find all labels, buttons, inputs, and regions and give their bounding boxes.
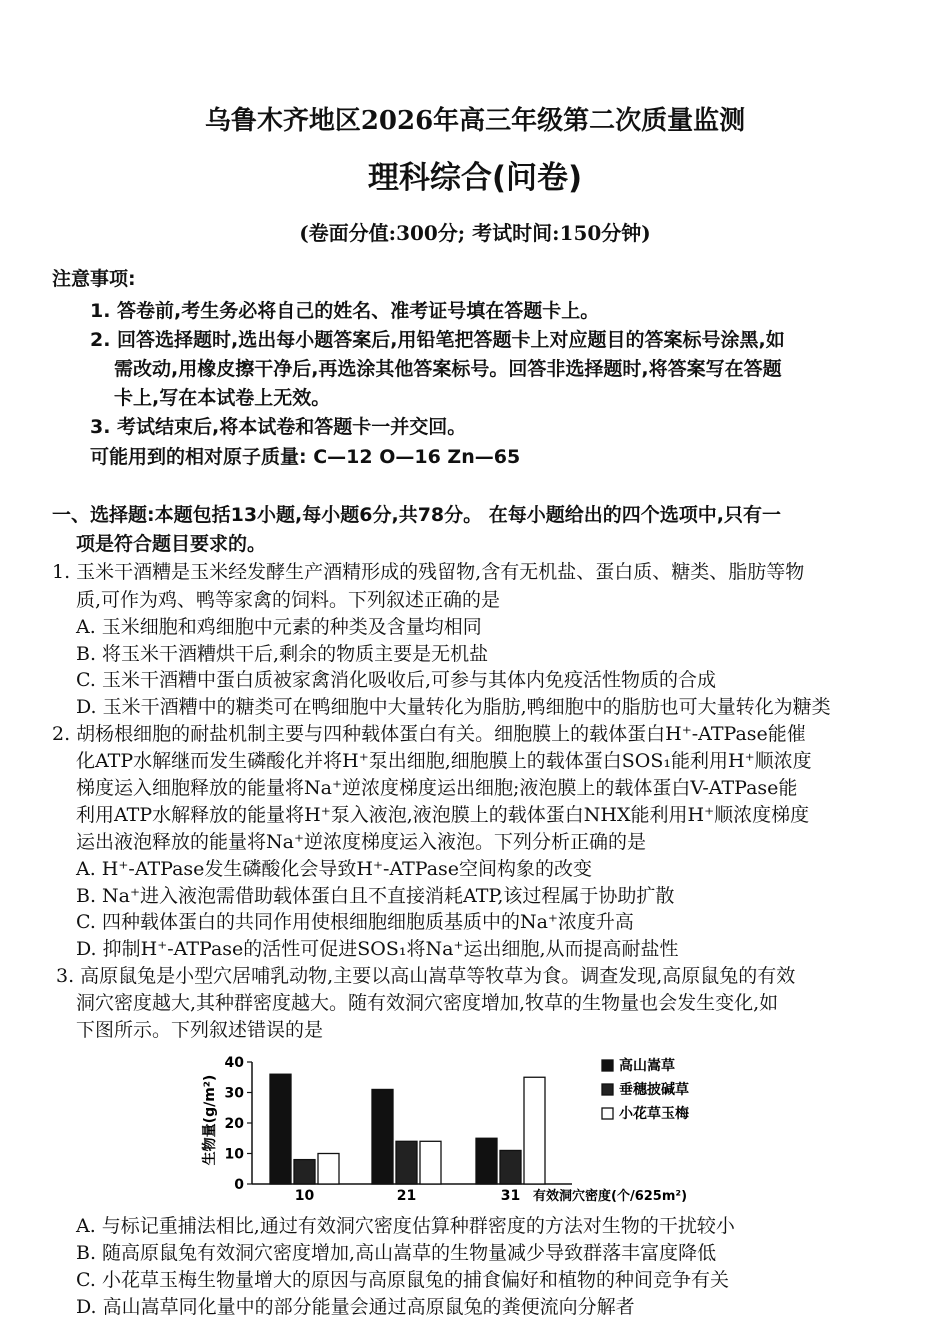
q1-stem-line-2: 质,可作为鸡、鸭等家禽的饲料。下列叙述正确的是 bbox=[76, 589, 501, 611]
q2-option-d: D. 抑制H⁺-ATPase的活性可促进SOS₁将Na⁺运出细胞,从而提高耐盐性 bbox=[76, 938, 679, 960]
q2-stem-line-3: 梯度运入细胞释放的能量将Na⁺逆浓度梯度运出细胞;液泡膜上的载体蛋白V-ATPase能 bbox=[76, 777, 798, 799]
chart-bar-1-2 bbox=[500, 1150, 521, 1184]
legend-swatch-2 bbox=[602, 1108, 613, 1119]
exam-title: 乌鲁木齐地区2026年高三年级第二次质量监测 bbox=[204, 106, 746, 136]
q2-option-b: B. Na⁺进入液泡需借助载体蛋白且不直接消耗ATP,该过程属于协助扩散 bbox=[76, 885, 675, 907]
biomass-bar-chart bbox=[200, 1048, 760, 1208]
notice-item-2-line-1: 2. 回答选择题时,选出每小题答案后,用铅笔把答题卡上对应题目的答案标号涂黑,如 bbox=[90, 329, 785, 351]
q1-stem-line-1: 1. 玉米干酒糟是玉米经发酵生产酒精形成的残留物,含有无机盐、蛋白质、糖类、脂肪等物 bbox=[52, 561, 805, 583]
chart-y-tick-label: 20 bbox=[224, 1116, 244, 1132]
chart-y-tick-label: 0 bbox=[234, 1177, 244, 1193]
legend-label-2: 小花草玉梅 bbox=[619, 1106, 689, 1122]
chart-x-tick-label: 10 bbox=[294, 1188, 315, 1204]
chart-bar-0-2 bbox=[476, 1138, 497, 1184]
section-1-line-1: 一、选择题:本题包括13小题,每小题6分,共78分。 在每小题给出的四个选项中,只有一 bbox=[52, 504, 781, 526]
chart-y-tick-label: 10 bbox=[224, 1146, 244, 1163]
notice-heading: 注意事项: bbox=[52, 268, 136, 290]
q1-option-c: C. 玉米干酒糟中蛋白质被家禽消化吸收后,可参与其体内免疫活性物质的合成 bbox=[76, 669, 716, 691]
q1-option-b: B. 将玉米干酒糟烘干后,剩余的物质主要是无机盐 bbox=[76, 643, 489, 665]
q1-option-a: A. 玉米细胞和鸡细胞中元素的种类及含量均相同 bbox=[76, 616, 482, 638]
legend-swatch-1 bbox=[602, 1084, 613, 1095]
chart-y-tick-label: 30 bbox=[224, 1085, 244, 1102]
chart-bar-0-1 bbox=[372, 1089, 393, 1184]
q2-stem-line-4: 利用ATP水解释放的能量将H⁺泵入液泡,液泡膜上的载体蛋白NHX能利用H⁺顺浓度梯度 bbox=[76, 804, 810, 826]
q1-option-d: D. 玉米干酒糟中的糖类可在鸭细胞中大量转化为脂肪,鸭细胞中的脂肪也可大量转化为糖类 bbox=[76, 696, 831, 718]
notice-item-2-line-3: 卡上,写在本试卷上无效。 bbox=[114, 387, 331, 409]
q3-stem-line-1: 3. 高原鼠兔是小型穴居哺乳动物,主要以高山嵩草等牧草为食。调查发现,高原鼠兔的有效 bbox=[56, 965, 796, 987]
chart-x-axis-label: 有效洞穴密度(个/625m²) bbox=[533, 1189, 688, 1204]
q3-option-a: A. 与标记重捕法相比,通过有效洞穴密度估算种群密度的方法对生物的干扰较小 bbox=[76, 1215, 735, 1237]
notice-item-2-line-2: 需改动,用橡皮擦干净后,再选涂其他答案标号。回答非选择题时,将答案写在答题 bbox=[114, 358, 782, 380]
q3-stem-line-3: 下图所示。下列叙述错误的是 bbox=[76, 1019, 324, 1041]
chart-x-tick-label: 21 bbox=[396, 1188, 417, 1204]
section-1-line-2: 项是符合题目要求的。 bbox=[76, 533, 267, 555]
q2-option-c: C. 四种载体蛋白的共同作用使根细胞细胞质基质中的Na⁺浓度升高 bbox=[76, 911, 634, 933]
q3-option-c: C. 小花草玉梅生物量增大的原因与高原鼠兔的捕食偏好和植物的种间竞争有关 bbox=[76, 1269, 729, 1291]
chart-x-tick-label: 31 bbox=[500, 1188, 521, 1204]
exam-subject: 理科综合(问卷) bbox=[367, 160, 583, 196]
q3-option-d: D. 高山嵩草同化量中的部分能量会通过高原鼠兔的粪便流向分解者 bbox=[76, 1296, 635, 1318]
q2-option-a: A. H⁺-ATPase发生磷酸化会导致H⁺-ATPase空间构象的改变 bbox=[76, 858, 593, 880]
q2-stem-line-2: 化ATP水解继而发生磷酸化并将H⁺泵出细胞,细胞膜上的载体蛋白SOS₁能利用H⁺顺浓度 bbox=[76, 750, 812, 772]
legend-label-1: 垂穗披碱草 bbox=[619, 1082, 689, 1098]
chart-bar-2-1 bbox=[420, 1141, 441, 1184]
q3-stem-line-2: 洞穴密度越大,其种群密度越大。随有效洞穴密度增加,牧草的生物量也会发生变化,如 bbox=[76, 992, 779, 1014]
chart-bar-2-2 bbox=[524, 1077, 545, 1184]
q2-stem-line-1: 2. 胡杨根细胞的耐盐机制主要与四种载体蛋白有关。细胞膜上的载体蛋白H⁺-ATPase能催 bbox=[52, 723, 806, 745]
chart-bar-1-0 bbox=[294, 1160, 315, 1184]
exam-info: (卷面分值:300分; 考试时间:150分钟) bbox=[299, 221, 651, 245]
notice-item-3: 3. 考试结束后,将本试卷和答题卡一并交回。 bbox=[90, 416, 467, 438]
q2-stem-line-5: 运出液泡释放的能量将Na⁺逆浓度梯度运入液泡。下列分析正确的是 bbox=[76, 831, 646, 853]
legend-label-0: 高山嵩草 bbox=[619, 1058, 675, 1074]
chart-y-tick-label: 40 bbox=[224, 1055, 244, 1071]
atomic-masses: 可能用到的相对原子质量: C—12 O—16 Zn—65 bbox=[90, 446, 521, 468]
chart-bar-1-1 bbox=[396, 1141, 417, 1184]
notice-item-1: 1. 答卷前,考生务必将自己的姓名、准考证号填在答题卡上。 bbox=[90, 300, 600, 322]
chart-bar-0-0 bbox=[270, 1074, 291, 1184]
chart-y-axis-label: 生物量(g/m²) bbox=[202, 1074, 218, 1166]
chart-bar-2-0 bbox=[318, 1154, 339, 1185]
legend-swatch-0 bbox=[602, 1060, 613, 1071]
q3-option-b: B. 随高原鼠兔有效洞穴密度增加,高山嵩草的生物量减少导致群落丰富度降低 bbox=[76, 1242, 717, 1264]
